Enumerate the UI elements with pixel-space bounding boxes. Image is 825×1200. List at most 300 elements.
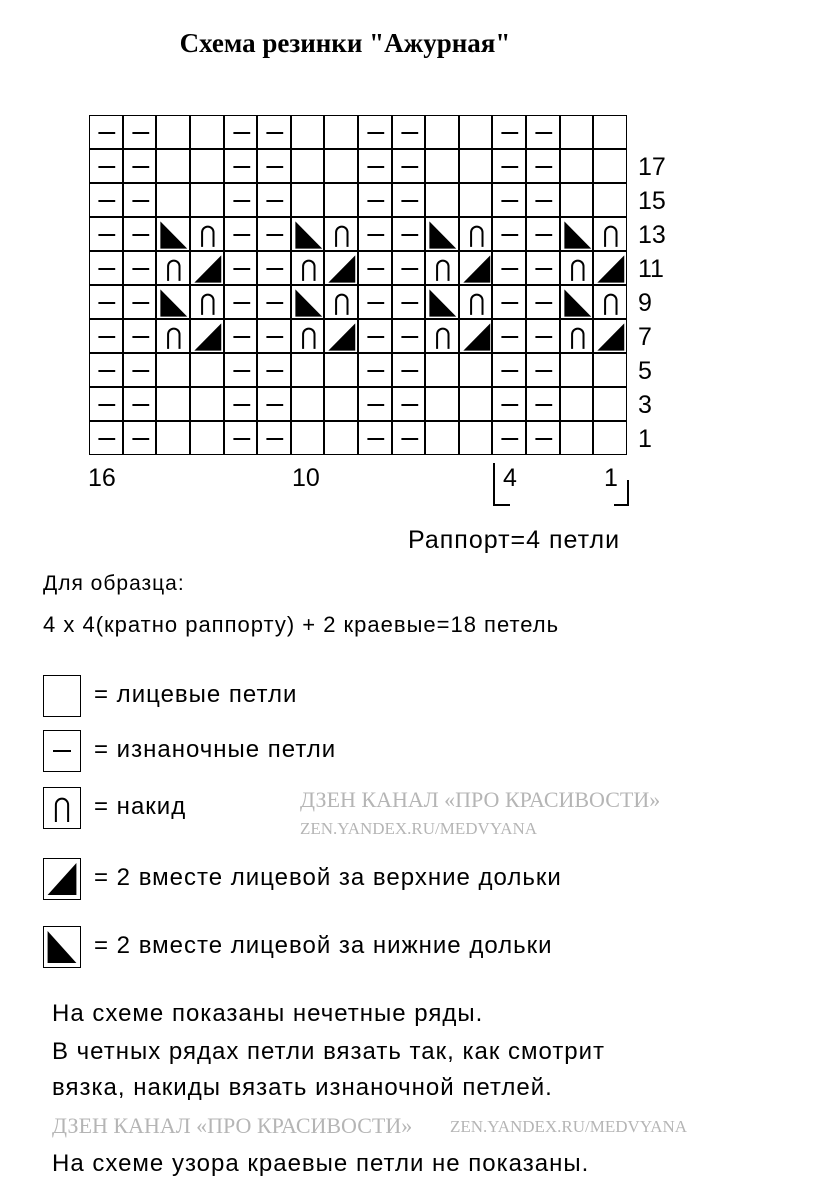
purl-cell (257, 353, 291, 387)
purl-cell (492, 387, 526, 421)
watermark-line1: ДЗЕН КАНАЛ «ПРО КРАСИВОСТИ» (52, 1113, 413, 1138)
knit-cell (560, 183, 594, 217)
empty-square-icon (157, 354, 191, 388)
knit-cell (291, 387, 325, 421)
dash-icon (225, 218, 259, 252)
dash-icon (258, 388, 292, 422)
dash-icon (527, 116, 561, 150)
empty-square-icon (426, 184, 460, 218)
yarn-over-cell (291, 251, 325, 285)
dash-icon (393, 150, 427, 184)
dash-icon (90, 218, 124, 252)
lower-left-triangle-icon (561, 286, 595, 320)
purl-cell (492, 421, 526, 455)
purl-cell (492, 183, 526, 217)
yarn-over-cell (459, 217, 493, 251)
knit-cell (560, 353, 594, 387)
repeat-bracket (480, 455, 640, 515)
purl-cell (358, 319, 392, 353)
empty-square-icon (292, 184, 326, 218)
k2tog-back-cell (560, 217, 594, 251)
row-label: 3 (638, 391, 652, 419)
dash-icon (258, 150, 292, 184)
dash-icon (493, 320, 527, 354)
empty-square-icon (561, 388, 595, 422)
purl-cell (392, 149, 426, 183)
purl-cell (526, 319, 560, 353)
dash-icon (527, 422, 561, 456)
col-label-10: 10 (292, 464, 320, 492)
knit-cell (190, 115, 224, 149)
purl-cell (123, 251, 157, 285)
empty-square-icon (460, 354, 494, 388)
empty-square-icon (594, 150, 628, 184)
dash-icon (90, 422, 124, 456)
sample-formula: 4 х 4(кратно раппорту) + 2 краевые=18 петель (43, 612, 560, 637)
empty-square-icon (325, 354, 359, 388)
dash-icon (258, 184, 292, 218)
yarn-over-cell (459, 285, 493, 319)
dash-icon (258, 286, 292, 320)
purl-cell (89, 183, 123, 217)
empty-square-icon (561, 116, 595, 150)
empty-square-icon (594, 116, 628, 150)
yarn-over-arch-icon (426, 320, 460, 354)
purl-cell (526, 115, 560, 149)
empty-square-icon (157, 150, 191, 184)
watermark-line2: ZEN.YANDEX.RU/MEDVYANA (450, 1117, 688, 1136)
empty-square-icon (292, 354, 326, 388)
knit-cell (425, 149, 459, 183)
yarn-over-cell (291, 319, 325, 353)
empty-square-icon (325, 184, 359, 218)
knit-cell (459, 353, 493, 387)
knit-cell (291, 149, 325, 183)
purl-cell (89, 319, 123, 353)
empty-square-icon (426, 354, 460, 388)
legend-symbol-k2tog-front-cell (43, 858, 81, 900)
dash-icon (225, 150, 259, 184)
empty-square-icon (191, 354, 225, 388)
purl-cell (123, 353, 157, 387)
k2tog-front-cell (190, 319, 224, 353)
dash-icon (124, 150, 158, 184)
k2tog-back-cell (425, 285, 459, 319)
knit-cell (190, 421, 224, 455)
purl-cell (392, 115, 426, 149)
lower-right-triangle-icon (325, 320, 359, 354)
purl-cell (526, 183, 560, 217)
row-label: 11 (638, 255, 664, 283)
watermark-line2: ZEN.YANDEX.RU/MEDVYANA (300, 819, 538, 838)
note-line: На схеме узора краевые петли не показаны. (52, 1150, 590, 1177)
purl-cell (257, 115, 291, 149)
dash-icon (225, 320, 259, 354)
row-label: 17 (638, 153, 666, 181)
purl-cell (526, 251, 560, 285)
col-label-4: 4 (503, 464, 517, 492)
knit-cell (593, 183, 627, 217)
empty-square-icon (561, 150, 595, 184)
purl-cell (492, 353, 526, 387)
empty-square-icon (460, 422, 494, 456)
yarn-over-cell (593, 285, 627, 319)
purl-cell (492, 115, 526, 149)
knit-cell (425, 387, 459, 421)
lower-left-triangle-icon (292, 218, 326, 252)
empty-square-icon (460, 184, 494, 218)
col-label-16: 16 (88, 464, 116, 492)
dash-icon (359, 218, 393, 252)
purl-cell (224, 285, 258, 319)
legend-symbol-knit-cell (43, 675, 81, 717)
knit-cell (459, 421, 493, 455)
k2tog-back-cell (291, 285, 325, 319)
purl-cell (257, 387, 291, 421)
purl-cell (224, 387, 258, 421)
empty-square-icon (191, 388, 225, 422)
dash-icon (493, 218, 527, 252)
knit-cell (156, 421, 190, 455)
dash-icon (527, 252, 561, 286)
dash-icon (225, 184, 259, 218)
yarn-over-cell (560, 251, 594, 285)
purl-cell (358, 183, 392, 217)
empty-square-icon (325, 388, 359, 422)
knit-cell (324, 421, 358, 455)
dash-icon (393, 252, 427, 286)
knit-cell (593, 387, 627, 421)
knit-cell (560, 149, 594, 183)
purl-cell (224, 421, 258, 455)
row-label: 1 (638, 425, 652, 453)
dash-icon (527, 150, 561, 184)
empty-square-icon (460, 388, 494, 422)
row-label: 13 (638, 221, 666, 249)
knit-cell (560, 421, 594, 455)
row-label: 15 (638, 187, 666, 215)
dash-icon (359, 116, 393, 150)
empty-square-icon (292, 116, 326, 150)
dash-icon (124, 354, 158, 388)
dash-icon (359, 150, 393, 184)
yarn-over-cell (324, 285, 358, 319)
empty-square-icon (460, 116, 494, 150)
dash-icon (359, 388, 393, 422)
purl-cell (526, 387, 560, 421)
yarn-over-arch-icon (460, 286, 494, 320)
dash-icon (225, 252, 259, 286)
knit-cell (190, 183, 224, 217)
purl-cell (257, 183, 291, 217)
lower-left-triangle-icon (292, 286, 326, 320)
yarn-over-cell (324, 217, 358, 251)
dash-icon (124, 252, 158, 286)
empty-square-icon (44, 676, 80, 716)
yarn-over-arch-icon (157, 252, 191, 286)
purl-cell (89, 387, 123, 421)
purl-cell (526, 353, 560, 387)
purl-cell (358, 149, 392, 183)
knit-cell (190, 149, 224, 183)
note-line: вязка, накиды вязать изнаночной петлей. (52, 1074, 553, 1101)
yarn-over-arch-icon (594, 286, 628, 320)
yarn-over-arch-icon (561, 252, 595, 286)
dash-icon (225, 354, 259, 388)
sample-heading: Для образца: (43, 572, 185, 595)
knit-cell (425, 421, 459, 455)
empty-square-icon (561, 184, 595, 218)
yarn-over-arch-icon (292, 252, 326, 286)
knit-cell (324, 183, 358, 217)
dash-icon (90, 184, 124, 218)
dash-icon (90, 286, 124, 320)
knit-cell (593, 115, 627, 149)
empty-square-icon (191, 150, 225, 184)
purl-cell (123, 149, 157, 183)
empty-square-icon (561, 354, 595, 388)
knit-cell (560, 115, 594, 149)
dash-icon (359, 286, 393, 320)
purl-cell (89, 251, 123, 285)
row-label: 9 (638, 289, 652, 317)
purl-cell (123, 183, 157, 217)
dash-icon (393, 354, 427, 388)
purl-cell (89, 285, 123, 319)
purl-cell (358, 285, 392, 319)
legend-text: = 2 вместе лицевой за нижние дольки (94, 932, 553, 959)
dash-icon (527, 320, 561, 354)
yarn-over-cell (425, 319, 459, 353)
purl-cell (257, 319, 291, 353)
purl-cell (123, 319, 157, 353)
dash-icon (225, 422, 259, 456)
k2tog-back-cell (156, 285, 190, 319)
dash-icon (124, 184, 158, 218)
purl-cell (358, 353, 392, 387)
knit-cell (593, 149, 627, 183)
purl-cell (123, 217, 157, 251)
empty-square-icon (157, 184, 191, 218)
dash-icon (393, 422, 427, 456)
empty-square-icon (561, 422, 595, 456)
purl-cell (526, 149, 560, 183)
purl-cell (492, 149, 526, 183)
purl-cell (358, 217, 392, 251)
dash-icon (90, 116, 124, 150)
purl-cell (123, 115, 157, 149)
knit-cell (425, 183, 459, 217)
purl-cell (392, 183, 426, 217)
purl-cell (492, 319, 526, 353)
lower-right-triangle-icon (191, 252, 225, 286)
dash-icon (258, 422, 292, 456)
legend-text: = лицевые петли (94, 681, 298, 708)
k2tog-front-cell (190, 251, 224, 285)
purl-cell (89, 353, 123, 387)
k2tog-back-cell (156, 217, 190, 251)
purl-cell (358, 251, 392, 285)
empty-square-icon (191, 116, 225, 150)
lower-right-triangle-icon (325, 252, 359, 286)
yarn-over-arch-icon (594, 218, 628, 252)
dash-icon (124, 218, 158, 252)
dash-icon (90, 320, 124, 354)
dash-icon (393, 320, 427, 354)
yarn-over-cell (156, 319, 190, 353)
yarn-over-arch-icon (191, 286, 225, 320)
dash-icon (393, 218, 427, 252)
dash-icon (124, 388, 158, 422)
purl-cell (123, 421, 157, 455)
empty-square-icon (594, 388, 628, 422)
dash-icon (493, 252, 527, 286)
purl-cell (392, 421, 426, 455)
lower-left-triangle-icon (426, 286, 460, 320)
k2tog-front-cell (459, 319, 493, 353)
lower-right-triangle-icon (44, 859, 80, 899)
lower-right-triangle-icon (191, 320, 225, 354)
k2tog-front-cell (593, 319, 627, 353)
legend-symbol-k2tog-back-cell (43, 926, 81, 968)
dash-icon (393, 388, 427, 422)
dash-icon (493, 286, 527, 320)
purl-cell (358, 421, 392, 455)
empty-square-icon (157, 116, 191, 150)
purl-cell (123, 285, 157, 319)
knit-cell (324, 115, 358, 149)
purl-cell (492, 285, 526, 319)
purl-cell (224, 217, 258, 251)
knit-cell (459, 115, 493, 149)
legend-symbol-purl-cell (43, 730, 81, 772)
knit-cell (459, 387, 493, 421)
dash-icon (527, 218, 561, 252)
dash-icon (90, 354, 124, 388)
empty-square-icon (325, 150, 359, 184)
k2tog-back-cell (291, 217, 325, 251)
empty-square-icon (157, 422, 191, 456)
purl-cell (392, 285, 426, 319)
dash-icon (90, 150, 124, 184)
purl-cell (392, 217, 426, 251)
dash-icon (493, 184, 527, 218)
dash-icon (124, 422, 158, 456)
purl-cell (392, 251, 426, 285)
knit-cell (324, 387, 358, 421)
knit-cell (324, 149, 358, 183)
dash-icon (359, 320, 393, 354)
knit-cell (291, 353, 325, 387)
knit-cell (291, 183, 325, 217)
note-line: На схеме показаны нечетные ряды. (52, 1000, 484, 1027)
knit-cell (593, 421, 627, 455)
empty-square-icon (292, 150, 326, 184)
purl-cell (358, 115, 392, 149)
empty-square-icon (325, 116, 359, 150)
knit-cell (459, 149, 493, 183)
dash-icon (90, 252, 124, 286)
knit-cell (593, 353, 627, 387)
dash-icon (258, 354, 292, 388)
knit-cell (291, 421, 325, 455)
empty-square-icon (292, 388, 326, 422)
dash-icon (493, 354, 527, 388)
purl-cell (257, 285, 291, 319)
dash-icon (527, 388, 561, 422)
empty-square-icon (594, 422, 628, 456)
chart-title: Схема резинки "Ажурная" (179, 28, 511, 58)
purl-cell (224, 319, 258, 353)
purl-cell (392, 387, 426, 421)
yarn-over-arch-icon (325, 286, 359, 320)
empty-square-icon (191, 422, 225, 456)
dash-icon (225, 286, 259, 320)
empty-square-icon (157, 388, 191, 422)
purl-cell (492, 251, 526, 285)
dash-icon (527, 184, 561, 218)
yarn-over-cell (156, 251, 190, 285)
k2tog-back-cell (560, 285, 594, 319)
dash-icon (493, 116, 527, 150)
empty-square-icon (460, 150, 494, 184)
dash-icon (359, 252, 393, 286)
lower-right-triangle-icon (594, 252, 628, 286)
purl-cell (89, 217, 123, 251)
dash-icon (493, 388, 527, 422)
purl-cell (492, 217, 526, 251)
yarn-over-arch-icon (292, 320, 326, 354)
knit-cell (324, 353, 358, 387)
knit-cell (156, 149, 190, 183)
purl-cell (89, 421, 123, 455)
legend-text: = накид (94, 793, 187, 820)
dash-icon (393, 286, 427, 320)
knit-cell (156, 183, 190, 217)
dash-icon (393, 184, 427, 218)
dash-icon (258, 252, 292, 286)
dash-icon (527, 354, 561, 388)
knit-cell (425, 115, 459, 149)
row-label: 7 (638, 323, 652, 351)
purl-cell (224, 149, 258, 183)
dash-icon (359, 184, 393, 218)
knit-cell (190, 353, 224, 387)
lower-left-triangle-icon (44, 927, 80, 967)
purl-cell (392, 319, 426, 353)
empty-square-icon (594, 184, 628, 218)
yarn-over-arch-icon (460, 218, 494, 252)
empty-square-icon (426, 388, 460, 422)
knit-cell (190, 387, 224, 421)
dash-icon (90, 388, 124, 422)
purl-cell (89, 115, 123, 149)
purl-cell (257, 149, 291, 183)
empty-square-icon (426, 422, 460, 456)
dash-icon (124, 116, 158, 150)
lower-right-triangle-icon (460, 252, 494, 286)
purl-cell (526, 217, 560, 251)
dash-icon (225, 116, 259, 150)
yarn-over-cell (190, 285, 224, 319)
purl-cell (392, 353, 426, 387)
purl-cell (257, 217, 291, 251)
empty-square-icon (426, 150, 460, 184)
purl-cell (123, 387, 157, 421)
dash-icon (359, 354, 393, 388)
dash-icon (258, 116, 292, 150)
yarn-over-arch-icon (561, 320, 595, 354)
